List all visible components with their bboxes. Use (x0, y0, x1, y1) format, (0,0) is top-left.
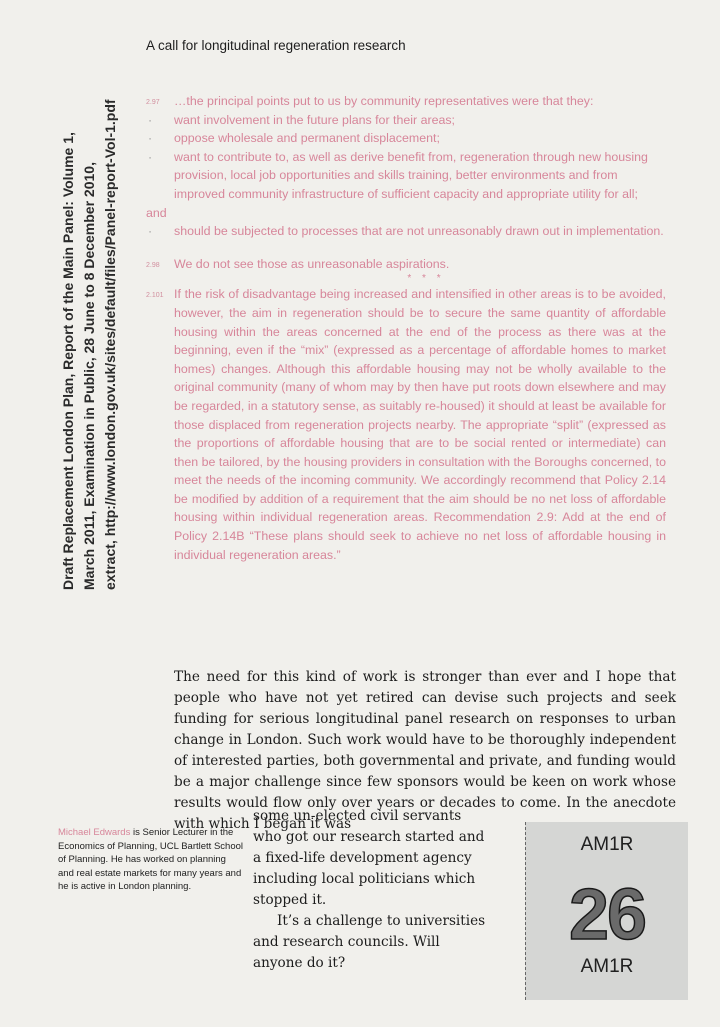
quoted-extract (146, 92, 666, 564)
paragraph-number: 2.98 (146, 261, 160, 269)
citation-line-2: March 2011, Examination in Public, 28 June to 8 December 2010, (81, 162, 97, 590)
body-paragraph: The need for this kind of work is stronger than ever and I hope that people who have not yet retired can devise such projects and seek funding for serious longitudinal panel research on responses to urban change in London. Such work would have to be thoroughly independent of interested parties, both governmental and private, and funding would be a major challenge since few sponsors would be keen on work whose results would flow only over years or decades to come. In the anecdote with which I began it was (174, 669, 676, 832)
and-connector: and (146, 205, 167, 220)
body-text-continued (253, 806, 493, 974)
box-top-label: AM1R (580, 834, 634, 855)
quote-text: If the risk of disadvantage being increased and intensified in other areas is to be avoided, however, the aim in regeneration should be to secure the same quantity of affordable housing within the areas concerned at the end of the process as there was at the beginning, even if the “mix” (expressed as a percentage of affordable homes to market homes) changes. Although this affordable housing may not be wholly available to the original community (many of whom may by then have put roots down elsewhere and may be regarded, in a statutory sense, as suitably re-housed) it should at least be available for those displaced from regeneration projects nearby. The appropriate “split” (expressed as the proportions of affordable housing that are to be social rented or intermediate) can then be tailored, by the housing providers in consultation with the Boroughs concerned, to meet the needs of the incoming community. We accordingly recommend that Policy 2.14 be modified by addition of a requirement that the aim should be no net loss of affordable housing within individual regeneration areas. Recommendation 2.9: Add at the end of Policy 2.14B “These plans should seek to achieve no net loss of affordable housing in individual regeneration areas.” (174, 287, 666, 562)
aspiration-list-final (146, 222, 666, 241)
quote-intro: …the principal points put to us by community representatives were that they: (174, 94, 594, 108)
box-bottom-label: AM1R (580, 956, 634, 977)
quote-paragraph-297 (146, 92, 666, 111)
quote-text: We do not see those as unreasonable aspirations. (174, 256, 450, 271)
author-name: Michael Edwards (58, 827, 131, 838)
body-paragraph: It’s a challenge to universities and research councils. Will anyone do it? (253, 913, 486, 971)
citation-line-3: extract, http://www.london.gov.uk/sites/default/files/Panel-report-Vol-1.pdf (102, 99, 118, 590)
citation-line-1: Draft Replacement London Plan, Report of the Main Panel: Volume 1, (60, 132, 76, 590)
list-item: · want to contribute to, as well as derive benefit from, regeneration through new housing provision, local job opportunities and skills training, better environments and from improved community infrastructure of sufficient capacity and appropriate utility for all; (146, 148, 666, 204)
paragraph-number: 2.97 (146, 99, 160, 106)
author-bio (58, 826, 243, 894)
bio-text: is Senior Lecturer in the Economics of Planning, UCL Bartlett School of Planning. He has worked on planning and real estate markets for many years and he is active in London planning. (58, 827, 243, 893)
list-item: · want involvement in the future plans for their areas; (146, 111, 666, 130)
section-break: * * * (407, 273, 445, 285)
paragraph-number: 2.101 (146, 292, 164, 300)
quote-paragraph-298 (146, 255, 666, 274)
quote-paragraph-2101 (146, 285, 666, 564)
aspiration-list (146, 111, 666, 204)
page-number-box (525, 822, 688, 1000)
body-paragraph: some un-elected civil servants who got our research started and a fixed-life development agency including local politicians which stopped it. (253, 808, 485, 908)
list-item: · oppose wholesale and permanent displacement; (146, 129, 666, 148)
side-citation (58, 50, 121, 590)
list-item: · should be subjected to processes that are not unreasonably drawn out in implementation. (146, 222, 666, 241)
page-number: 26 (568, 875, 646, 955)
running-title: A call for longitudinal regeneration research (146, 38, 406, 53)
